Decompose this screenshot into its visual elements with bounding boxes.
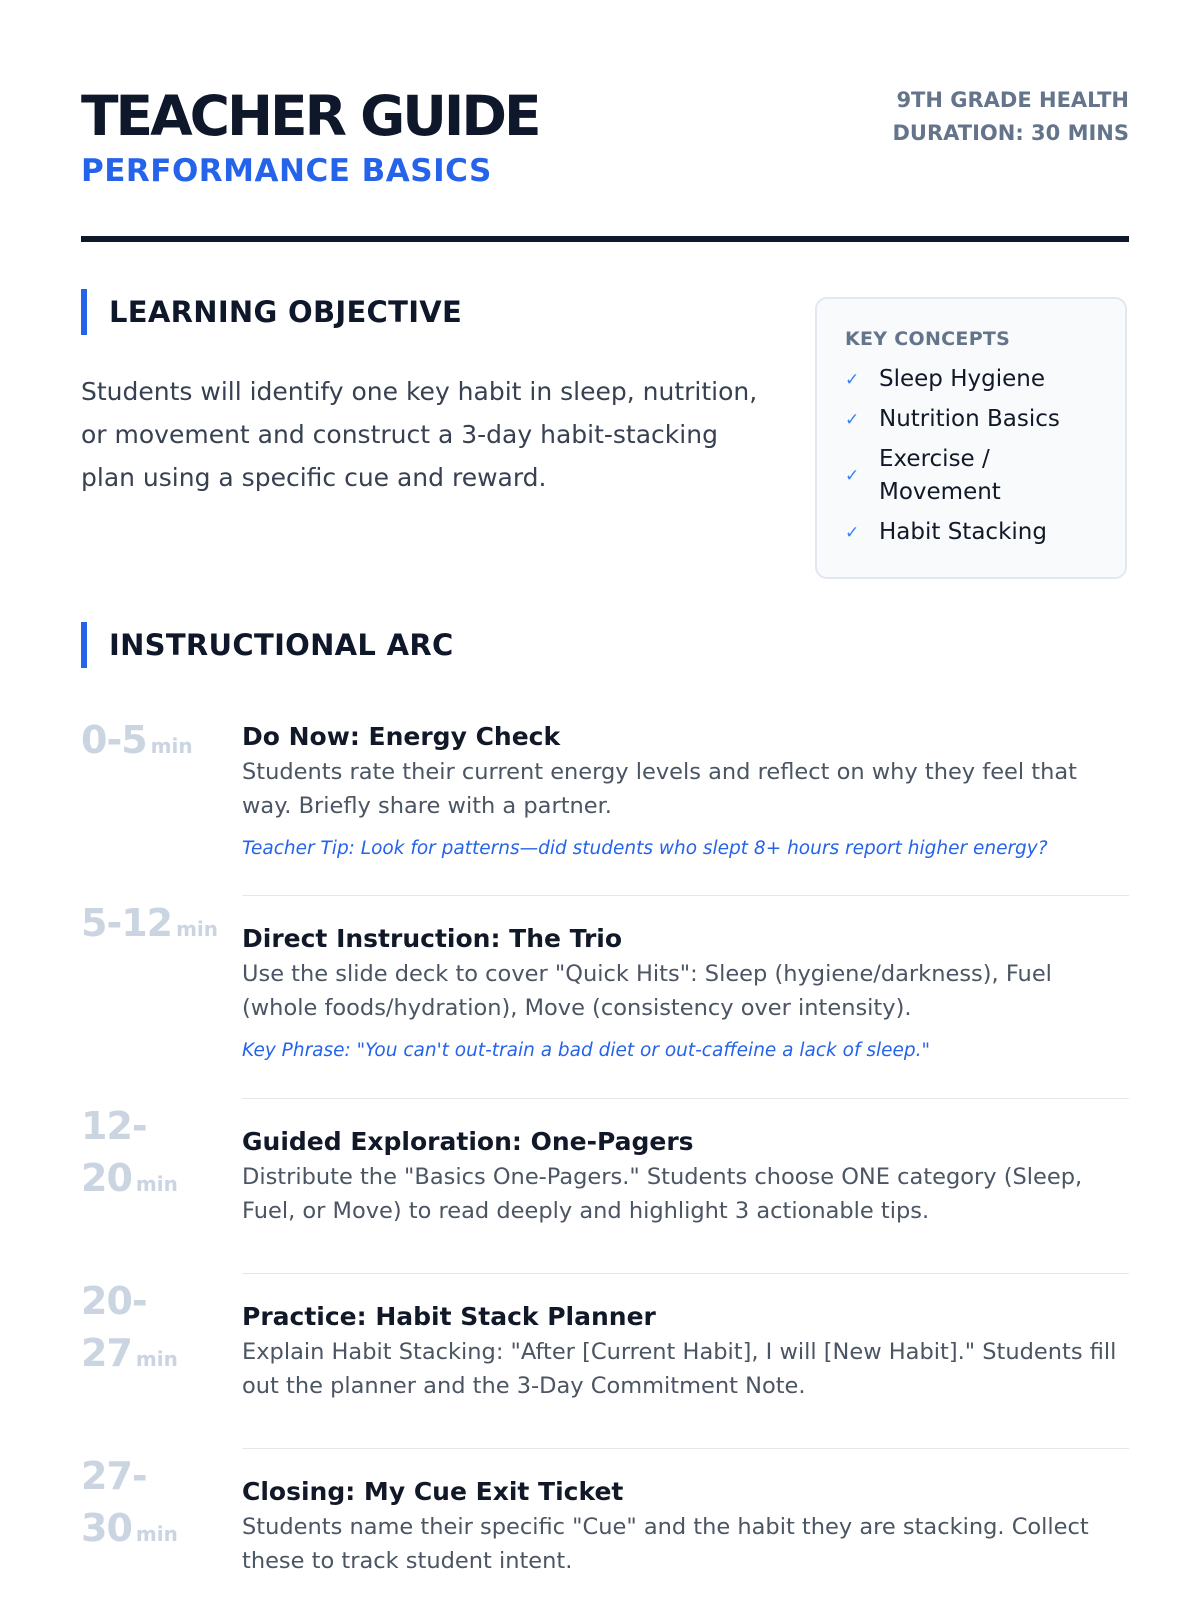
item-description: Explain Habit Stacking: "After [Current Habit], I will [New Habit]." Students fill out the planner and the 3-Day Commitment Note. (242, 1339, 1117, 1399)
time-value-start: 20- (81, 1279, 147, 1323)
time-unit: min (176, 917, 219, 941)
teacher-tip: Teacher Tip: Look for patterns—did students who slept 8+ hours report higher energy? (242, 838, 1048, 859)
page-header (81, 84, 1129, 194)
item-description: Distribute the "Basics One-Pagers." Students choose ONE category (Sleep, Fuel, or Move) to read deeply and highlight 3 actionable tips. (242, 1164, 1083, 1224)
timeline-content (242, 922, 1129, 1064)
key-phrase: Key Phrase: "You can't out-train a bad diet or out-caffeine a lack of sleep." (242, 1040, 931, 1061)
timeline-divider (242, 895, 1129, 896)
learning-objective-heading (81, 289, 462, 335)
time-unit: min (135, 1347, 178, 1371)
item-description: Students name their specific "Cue" and the habit they are stacking. Collect these to track student intent. (242, 1514, 1089, 1574)
item-description: Students rate their current energy levels and reflect on why they feel that way. Briefly share with a partner. (242, 759, 1077, 819)
timeline-content (242, 1475, 1129, 1578)
timeline-content (242, 1125, 1129, 1228)
time-range (81, 1450, 221, 1560)
checkmark-icon: ✓ (845, 522, 860, 543)
time-range (81, 714, 221, 772)
item-title: Closing: My Cue Exit Ticket (242, 1477, 624, 1506)
section-accent-bar (81, 289, 87, 335)
item-title: Practice: Habit Stack Planner (242, 1302, 656, 1331)
concept-label: Habit Stacking (879, 519, 1047, 545)
instructional-arc-heading (81, 622, 454, 668)
key-concepts-card (815, 297, 1127, 579)
page-title: TEACHER GUIDE (81, 84, 539, 148)
grade-label: 9TH GRADE HEALTH (896, 88, 1129, 112)
item-title: Guided Exploration: One-Pagers (242, 1127, 694, 1156)
header-divider (81, 236, 1129, 242)
time-value-end: 20 (81, 1156, 132, 1200)
time-value: 0-5 (81, 718, 147, 762)
key-concepts-list (845, 363, 1099, 549)
time-range (81, 1275, 221, 1385)
checkmark-icon: ✓ (845, 466, 860, 486)
concept-label: Sleep Hygiene (879, 366, 1045, 392)
time-value-start: 12- (81, 1104, 147, 1148)
page-subtitle: PERFORMANCE BASICS (81, 153, 492, 189)
concept-item (845, 516, 1099, 549)
key-concepts-title: KEY CONCEPTS (845, 328, 1011, 350)
time-range (81, 1100, 221, 1210)
checkmark-icon: ✓ (845, 369, 860, 390)
time-unit: min (135, 1172, 178, 1196)
item-title: Direct Instruction: The Trio (242, 924, 623, 953)
timeline-content (242, 1300, 1129, 1403)
timeline-divider (242, 1448, 1129, 1449)
time-value: 5-12 (81, 901, 173, 945)
concept-item (845, 363, 1099, 396)
duration-label: DURATION: 30 MINS (892, 121, 1129, 145)
section-title: LEARNING OBJECTIVE (109, 295, 463, 329)
timeline-content (242, 720, 1129, 862)
time-unit: min (135, 1522, 178, 1546)
header-meta (893, 84, 1130, 150)
time-range (81, 897, 221, 955)
timeline-divider (242, 1273, 1129, 1274)
time-value-start: 27- (81, 1454, 147, 1498)
section-accent-bar (81, 622, 87, 668)
item-title: Do Now: Energy Check (242, 722, 561, 751)
time-value-end: 30 (81, 1506, 132, 1550)
learning-objective-text: Students will identify one key habit in sleep, nutrition, or movement and construct a 3-day habit-stacking plan using a specific cue and reward. (81, 377, 758, 492)
checkmark-icon: ✓ (845, 409, 860, 430)
concept-label: Nutrition Basics (879, 406, 1060, 432)
time-value-end: 27 (81, 1331, 132, 1375)
concept-item (845, 443, 1099, 509)
timeline-divider (242, 1098, 1129, 1099)
item-description: Use the slide deck to cover "Quick Hits": Sleep (hygiene/darkness), Fuel (whole foods/hydration), Move (consistency over intensity). (242, 961, 1052, 1021)
time-unit: min (150, 734, 193, 758)
section-title: INSTRUCTIONAL ARC (109, 628, 454, 662)
concept-item (845, 403, 1099, 436)
concept-label: Exercise / Movement (879, 446, 1001, 505)
